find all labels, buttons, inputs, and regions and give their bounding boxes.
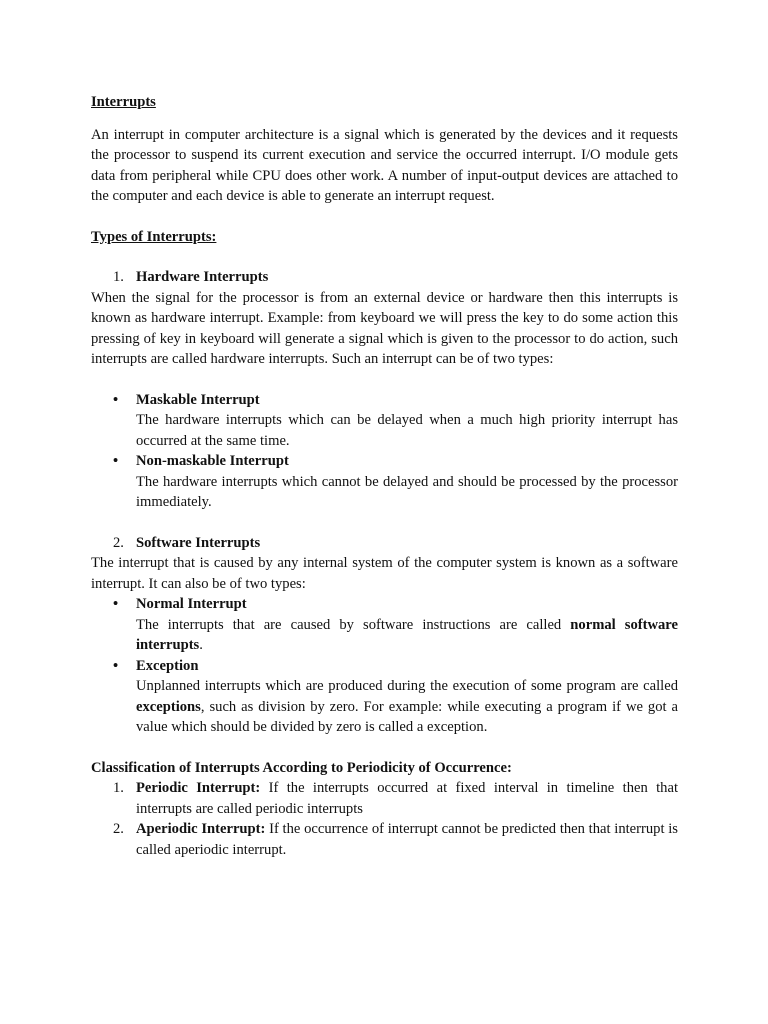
aperiodic-interrupt-title: Aperiodic Interrupt: [136, 821, 266, 837]
normal-interrupt-title: Normal Interrupt [136, 596, 247, 612]
periodic-interrupt-title: Periodic Interrupt: [136, 780, 261, 796]
software-interrupts-item [91, 533, 678, 554]
list-number: 1. [113, 780, 124, 796]
software-interrupts-paragraph: The interrupt that is caused by any internal system of the computer system is known as a software interrupt. It can also be of two types: [91, 555, 678, 592]
periodic-interrupt-item [91, 778, 678, 819]
maskable-interrupt-title: Maskable Interrupt [136, 391, 260, 408]
aperiodic-interrupt-item [91, 819, 678, 860]
exception-title: Exception [136, 657, 199, 674]
exception-item [91, 656, 678, 738]
normal-interrupt-text-end: . [199, 637, 203, 653]
non-maskable-interrupt-text: The hardware interrupts which cannot be delayed and should be processed by the processor immediately. [136, 473, 678, 510]
document-page [91, 92, 678, 860]
normal-interrupt-item [91, 594, 678, 656]
normal-interrupt-text [136, 615, 678, 656]
classification-heading: Classification of Interrupts According to Periodicity of Occurrence: [91, 759, 512, 776]
list-number: 2. [113, 821, 124, 837]
normal-interrupt-bold-term: normal software interrupts [136, 616, 678, 653]
bullet: • [113, 453, 119, 469]
types-heading: Types of Interrupts: [91, 228, 217, 245]
exception-text [136, 676, 678, 738]
bullet: • [113, 657, 119, 674]
page-title: Interrupts [91, 94, 156, 110]
bullet: • [113, 391, 119, 408]
maskable-interrupt-item [91, 390, 678, 452]
intro-paragraph: An interrupt in computer architecture is a signal which is generated by the devices and it requests the processor to suspend its current execution and service the occurred interrupt. I/O module gets data from peripheral while CPU does other work. A number of input-output devices are attached to the computer and each device is able to generate an interrupt request. [91, 126, 678, 204]
list-number: 2. [113, 534, 124, 551]
exception-text-end: , such as division by zero. For example: while executing a program if we got a value which should be divided by zero is called a exception. [136, 698, 678, 735]
exception-text-start: Unplanned interrupts which are produced during the execution of some program are called [136, 678, 678, 694]
bullet: • [113, 596, 119, 612]
non-maskable-interrupt-item [91, 451, 678, 513]
non-maskable-interrupt-title: Non-maskable Interrupt [136, 453, 289, 469]
aperiodic-interrupt-text: If the occurrence of interrupt cannot be predicted then that interrupt is called aperiodic interrupt. [136, 821, 678, 858]
exception-bold-term: exceptions [136, 698, 201, 715]
software-interrupts-title: Software Interrupts [136, 534, 261, 551]
hardware-interrupts-item [91, 267, 678, 288]
periodic-interrupt-text: If the interrupts occurred at fixed interval in timeline then that interrupts are called periodic interrupts [136, 780, 678, 817]
normal-interrupt-text-start: The interrupts that are caused by software instructions are called [136, 616, 571, 633]
list-number: 1. [113, 269, 124, 285]
maskable-interrupt-text: The hardware interrupts which can be delayed when a much high priority interrupt has occurred at the same time. [136, 412, 678, 449]
hardware-interrupts-paragraph: When the signal for the processor is from an external device or hardware then this interrupts is known as hardware interrupt. Example: from keyboard we will press the key to do some action this pressing of key in keyboard will generate a signal which is given to the processor to do action, such interrupts are called hardware interrupts. Such an interrupt can be of two types: [91, 289, 678, 367]
hardware-interrupts-title: Hardware Interrupts [136, 269, 269, 285]
